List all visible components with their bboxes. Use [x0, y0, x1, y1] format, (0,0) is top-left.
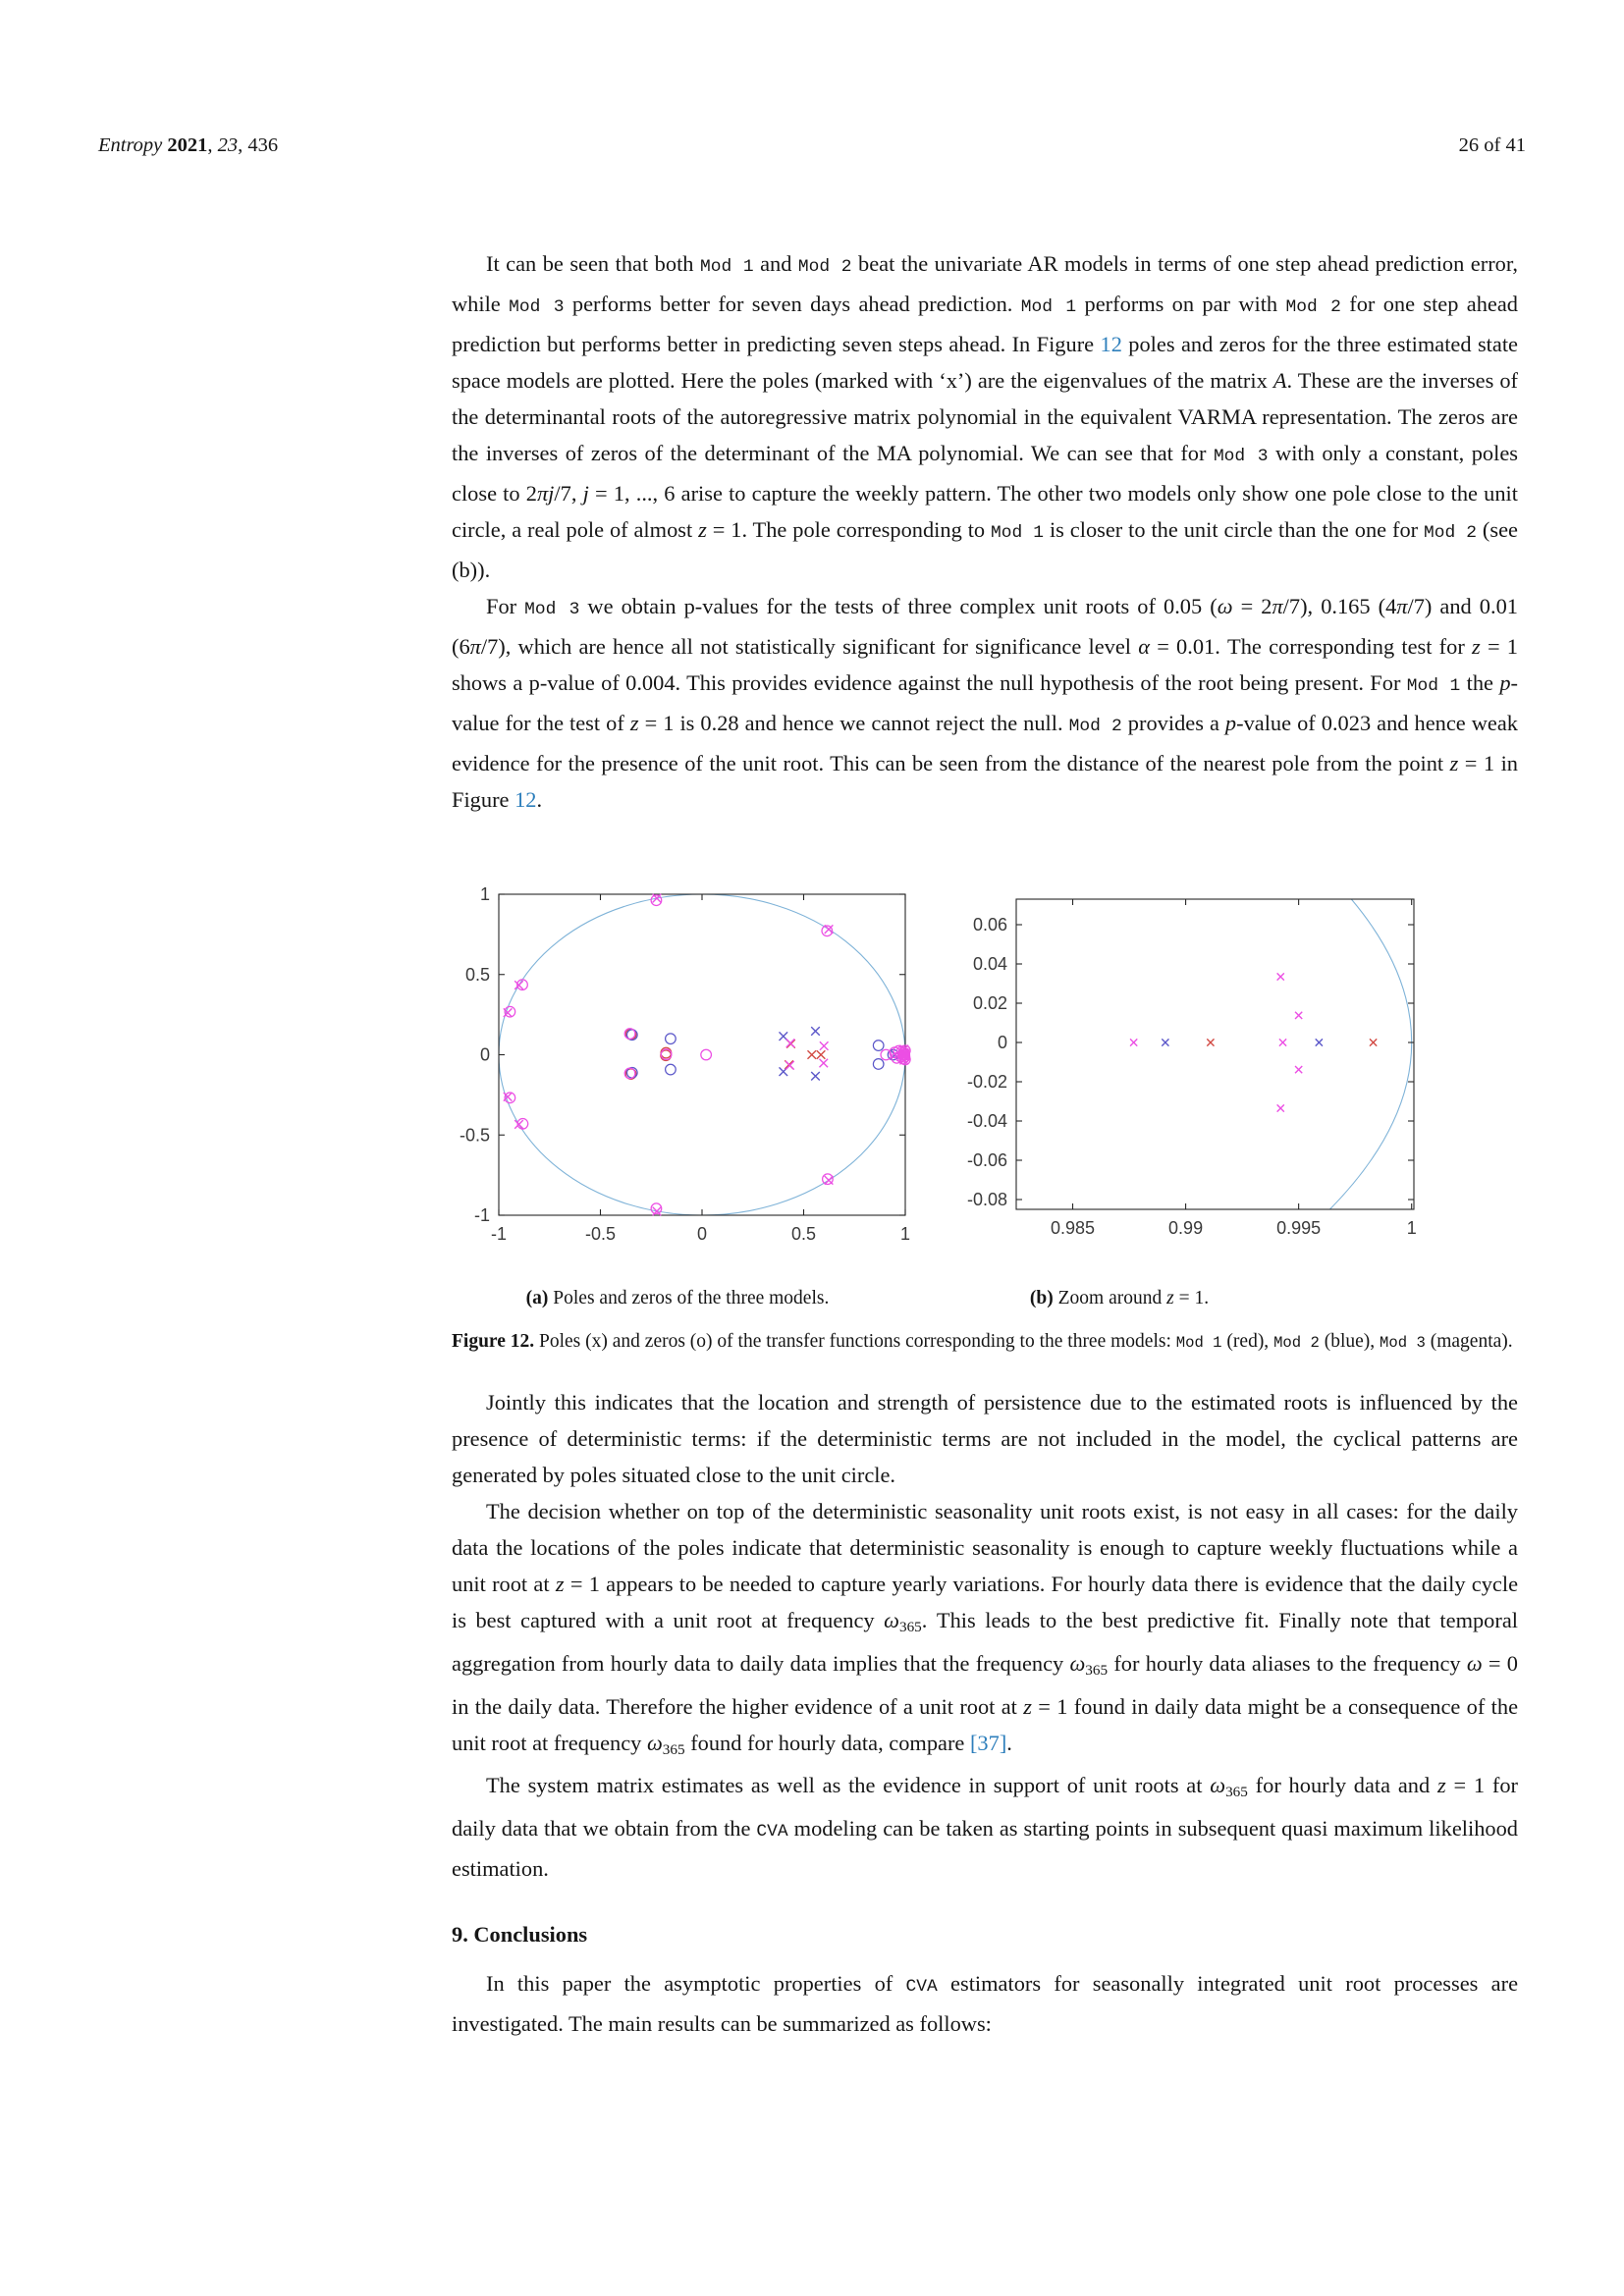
svg-text:-1: -1 [473, 1205, 490, 1225]
text-segment: found for hourly data, compare [684, 1730, 970, 1755]
svg-text:-1: -1 [490, 1224, 508, 1244]
text-segment: In this paper the asymptotic properties of [486, 1971, 906, 1997]
svg-text:-0.5: -0.5 [584, 1224, 617, 1244]
text-segment: modeling can be taken as starting points in subsequent quasi maximum likelihood estimation. [452, 1816, 1518, 1882]
svg-text:-0.08: -0.08 [966, 1190, 1007, 1209]
text-segment: π [1272, 594, 1283, 618]
figure-caption [452, 1326, 1518, 1359]
text-segment: Mod 2 [1424, 523, 1478, 543]
paragraph-3 [452, 1384, 1518, 1493]
text-segment: p [1224, 711, 1237, 735]
text-segment: 365 [1225, 1784, 1248, 1801]
text-segment: estimators for seasonally integrated unit root processes are investigated. The main results can be summarized as follows: [452, 1971, 1519, 2037]
figure-12 [452, 857, 1518, 1316]
text-segment: = 1. [1173, 1288, 1210, 1308]
text-segment: (red), [1221, 1331, 1274, 1352]
text-segment: z [629, 711, 639, 735]
text-segment: The system matrix estimates as well as the evidence in support of unit roots at [486, 1773, 1211, 1798]
text-segment: ω [1210, 1773, 1226, 1798]
text-segment: = 1. The pole corresponding to [706, 517, 992, 542]
text-segment: A [1272, 368, 1287, 393]
text-segment: Poles (x) and zeros (o) of the transfer functions corresponding to the three models: [534, 1331, 1176, 1352]
svg-text:0.02: 0.02 [972, 993, 1007, 1013]
text-segment: Entropy [98, 134, 168, 156]
subplot-a-poles-zeros-plot [446, 875, 917, 1269]
text-segment: , [207, 134, 218, 156]
text-segment: Mod 2 [1068, 717, 1122, 736]
text-segment: b [1036, 1288, 1048, 1308]
svg-text:0.06: 0.06 [972, 915, 1007, 934]
svg-text:0.5: 0.5 [464, 964, 490, 985]
text-segment: . [536, 787, 543, 812]
text-segment: Mod 3 [1213, 447, 1269, 466]
text-segment: z [1472, 634, 1481, 659]
text-segment: performs better for seven days ahead prediction. [564, 292, 1021, 316]
text-segment: = 2 [1232, 594, 1272, 618]
text-segment: 365 [1085, 1661, 1109, 1679]
text-segment: for hourly data and [1247, 1773, 1437, 1798]
text-segment: = 0 in the daily data. Therefore the higher evidence of a unit root at [452, 1650, 1518, 1719]
svg-text:0.04: 0.04 [972, 954, 1007, 974]
text-segment: = 1 for daily data that we obtain from the [452, 1773, 1518, 1842]
text-segment: (blue), [1319, 1331, 1380, 1352]
text-segment: j [582, 481, 589, 506]
text-segment: 2021 [167, 134, 208, 156]
svg-text:0: 0 [479, 1044, 490, 1065]
paragraph-6 [452, 1965, 1518, 2042]
text-segment: . These are the inverses of the determinantal roots of the autoregressive matrix polynomial in the equivalent VARMA representation. The zeros are the inverses of zeros of the determinant of the MA polynomial. We can see that for [452, 368, 1518, 465]
text-segment: /7), which are hence all not statistically significant for significance level [480, 634, 1139, 659]
text-segment: ( [525, 1288, 533, 1308]
text-segment: = 1 in Figure [452, 751, 1518, 812]
citation-link[interactable]: [37] [969, 1730, 1007, 1755]
svg-text:-0.06: -0.06 [966, 1150, 1007, 1170]
text-segment: provides a [1121, 711, 1225, 735]
text-segment: -value of 0.023 and hence weak evidence for the presence of the unit root. This can be seen from the distance of the nearest pole from the point [452, 711, 1518, 775]
text-segment: The decision whether on top of the deterministic seasonality unit roots exist, is not easy in all cases: for the daily data the locations of the poles indicate that deterministic seasonality is enough to capture weekly fluctuations while a unit root at [452, 1499, 1518, 1596]
paragraph-5 [452, 1767, 1518, 1887]
text-segment: Figure 12. [452, 1331, 535, 1352]
text-segment: ω [646, 1730, 663, 1755]
text-segment: For [486, 594, 525, 618]
text-segment: CVA [756, 1822, 788, 1842]
page-header [98, 133, 1526, 157]
section-heading-conclusions: 9. Conclusions [452, 1922, 588, 1948]
text-segment: πj [536, 481, 555, 506]
text-segment: . [1006, 1730, 1012, 1755]
text-segment: It can be seen that both [486, 251, 700, 276]
text-segment: α [1138, 634, 1150, 659]
svg-text:0.985: 0.985 [1051, 1218, 1096, 1238]
text-segment: Mod 2 [1273, 1334, 1320, 1352]
journal-citation [98, 133, 278, 157]
body-column [452, 245, 1518, 2042]
text-segment: Mod 2 [797, 257, 852, 277]
svg-text:0.995: 0.995 [1276, 1218, 1322, 1238]
text-segment: = 1, ..., 6 arise to capture the weekly pattern. The other two models only show one pole close to the unit circle, a real pole of almost [452, 481, 1518, 542]
text-segment: /7), 0.165 (4 [1282, 594, 1397, 618]
text-segment: Mod 1 [1020, 297, 1077, 317]
text-segment: ( [1029, 1288, 1037, 1308]
svg-text:0.99: 0.99 [1168, 1218, 1204, 1238]
text-segment: the [1460, 670, 1500, 695]
subplot-b-zoom-plot [957, 875, 1438, 1269]
text-segment: Mod 2 [1285, 297, 1341, 317]
text-segment: p [1499, 670, 1511, 695]
page-number: 26 of 41 [1458, 134, 1526, 156]
text-segment: ) [541, 1288, 554, 1308]
text-segment: z [1023, 1693, 1032, 1719]
paragraph-1 [452, 245, 1518, 588]
text-segment: is closer to the unit circle than the one for [1044, 517, 1424, 542]
text-segment: beat the univariate AR models in terms of one step ahead prediction error, while [452, 251, 1518, 316]
text-segment: Zoom around [1057, 1288, 1167, 1308]
svg-text:1: 1 [899, 1224, 911, 1244]
text-segment: Mod 1 [991, 523, 1045, 543]
text-segment: Mod 1 [1175, 1334, 1222, 1352]
text-segment: -value for the test of [452, 670, 1519, 735]
svg-text:-0.02: -0.02 [966, 1072, 1007, 1092]
text-segment: . This leads to the best predictive fit. Finally note that temporal aggregation from hourly data to daily data implies that the frequency [452, 1608, 1518, 1676]
text-segment: 365 [898, 1618, 922, 1635]
text-segment: z [1436, 1773, 1446, 1798]
subcaption-b [967, 1285, 1272, 1311]
text-segment: π [469, 634, 481, 659]
text-segment: ) [1047, 1288, 1058, 1308]
text-segment: z [555, 1572, 565, 1596]
svg-text:-0.5: -0.5 [459, 1125, 490, 1146]
text-segment: , 436 [238, 134, 279, 156]
text-segment: /7) and 0.01 (6 [452, 594, 1518, 659]
text-segment: for one step ahead prediction but performs better in predicting seven steps ahead. In Figure [452, 292, 1518, 356]
citation-link[interactable]: 12 [514, 787, 537, 812]
text-segment: a [532, 1288, 542, 1308]
text-segment: Mod 3 [509, 297, 565, 317]
text-segment: Mod 1 [1406, 676, 1461, 696]
text-segment: ω [1069, 1650, 1086, 1676]
svg-text:1: 1 [479, 884, 490, 904]
paragraph-2 [452, 588, 1518, 818]
svg-text:0: 0 [696, 1224, 708, 1244]
text-segment: ω [1466, 1650, 1483, 1676]
svg-text:1: 1 [1406, 1218, 1417, 1238]
text-segment: π [1396, 594, 1408, 618]
text-segment: (magenta). [1425, 1331, 1513, 1352]
text-segment: ω [1217, 594, 1233, 618]
text-segment: and [753, 251, 798, 276]
subcaption-a [452, 1285, 903, 1311]
text-segment: = 1 appears to be needed to capture yearly variations. For hourly data there is evidence that the daily cycle is best captured with a unit root at frequency [452, 1572, 1519, 1632]
text-segment: with only a constant, poles close to 2 [452, 441, 1519, 506]
text-segment: performs on par with [1076, 292, 1286, 316]
text-segment: ω [884, 1608, 899, 1632]
paragraph-4 [452, 1493, 1518, 1767]
text-segment: /7, [554, 481, 583, 506]
text-segment: = 1 found in daily data might be a consequence of the unit root at frequency [452, 1693, 1519, 1755]
text-segment: Mod 3 [524, 600, 580, 619]
text-segment: (see (b)). [452, 517, 1518, 582]
text-segment: = 1 shows a p-value of 0.004. This provides evidence against the null hypothesis of the root being present. For [452, 634, 1518, 695]
text-segment: Poles and zeros of the three models. [553, 1288, 830, 1308]
svg-text:0.5: 0.5 [790, 1224, 817, 1244]
text-segment: Mod 3 [1380, 1334, 1426, 1352]
text-segment: Mod 1 [699, 257, 754, 277]
text-segment: 365 [662, 1740, 685, 1758]
text-segment: CVA [905, 1977, 938, 1998]
citation-link[interactable]: 12 [1100, 332, 1122, 356]
text-segment: = 1 is 0.28 and hence we cannot reject the null. [638, 711, 1069, 735]
svg-text:0: 0 [997, 1033, 1007, 1052]
text-segment: we obtain p-values for the tests of three complex unit roots of 0.05 ( [579, 594, 1218, 618]
text-segment: = 0.01. The corresponding test for [1150, 634, 1473, 659]
text-segment: Jointly this indicates that the location and strength of persistence due to the estimated roots is influenced by the presence of deterministic terms: if the deterministic terms are not included in the model, the cyclical patterns are generated by poles situated close to the unit circle. [452, 1390, 1518, 1487]
svg-text:-0.04: -0.04 [966, 1111, 1007, 1131]
text-segment: poles and zeros for the three estimated state space models are plotted. Here the poles (marked with ‘x’) are the eigenvalues of the matrix [452, 332, 1518, 393]
text-segment: z [1166, 1288, 1174, 1308]
text-segment: for hourly data aliases to the frequency [1108, 1650, 1467, 1676]
text-segment: z [698, 517, 707, 542]
text-segment: 23 [217, 134, 239, 156]
text-segment: z [1449, 751, 1459, 775]
